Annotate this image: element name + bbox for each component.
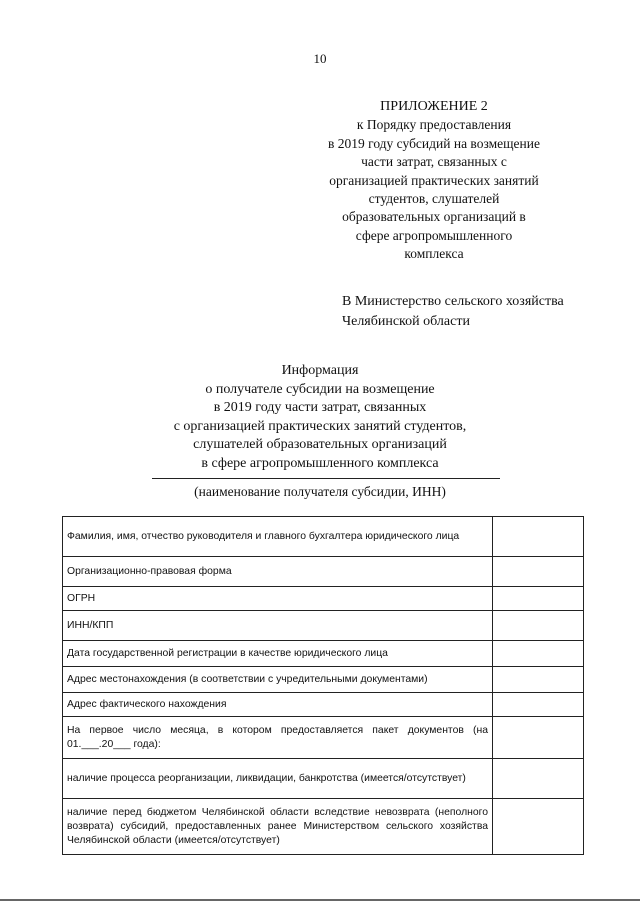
row-label: На первое число месяца, в котором предоставляется пакет документов (на 01.___.20___ года): xyxy=(63,717,493,759)
row-value-cell[interactable] xyxy=(493,557,584,587)
row-label: Адрес местонахождения (в соответствии с учредительными документами) xyxy=(63,667,493,693)
row-label: наличие процесса реорганизации, ликвидации, банкротства (имеется/отсутствует) xyxy=(63,759,493,799)
row-value-cell[interactable] xyxy=(493,799,584,855)
appendix-line: студентов, слушателей xyxy=(368,191,500,207)
appendix-title: ПРИЛОЖЕНИЕ 2 xyxy=(380,99,488,114)
info-line: с организацией практических занятий студентов, xyxy=(173,418,467,434)
table-row xyxy=(63,557,584,587)
row-label: Дата государственной регистрации в качестве юридического лица xyxy=(63,641,493,667)
table-row xyxy=(63,611,584,641)
row-value-cell[interactable] xyxy=(493,717,584,759)
table-row xyxy=(63,693,584,717)
appendix-line: образовательных организаций в xyxy=(342,209,526,225)
addressee-line: В Министерство сельского хозяйства xyxy=(342,294,564,309)
row-value-cell[interactable] xyxy=(493,641,584,667)
info-line: в 2019 году части затрат, связанных xyxy=(213,400,427,416)
row-label: ОГРН xyxy=(63,587,493,611)
table-row xyxy=(63,759,584,799)
page-number: 10 xyxy=(313,51,327,66)
appendix-line: организацией практических занятий xyxy=(329,172,539,188)
appendix-header xyxy=(324,98,544,264)
table-row xyxy=(63,641,584,667)
info-line: о получателе субсидии на возмещение xyxy=(205,381,435,397)
appendix-line: в 2019 году субсидий на возмещение xyxy=(328,135,540,151)
appendix-line: части затрат, связанных с xyxy=(361,154,507,170)
info-heading: Информация xyxy=(281,363,359,378)
table-row xyxy=(63,667,584,693)
row-value-cell[interactable] xyxy=(493,759,584,799)
table-row xyxy=(63,517,584,557)
appendix-line: сфере агропромышленного xyxy=(355,227,513,243)
table-row xyxy=(63,587,584,611)
table-row xyxy=(63,799,584,855)
row-label: Адрес фактического нахождения xyxy=(63,693,493,717)
row-value-cell[interactable] xyxy=(493,587,584,611)
row-value-cell[interactable] xyxy=(493,611,584,641)
info-line: в сфере агропромышленного комплекса xyxy=(201,455,439,471)
appendix-line: к Порядку предоставления xyxy=(356,117,512,133)
row-label: наличие перед бюджетом Челябинской области вследствие невозврата (неполного возврата) субсидий, предоставленных ранее Министерством сельского хозяйства Челябинской области (имеется/отсутствует) xyxy=(63,799,493,855)
row-value-cell[interactable] xyxy=(493,667,584,693)
recipient-name-underline xyxy=(152,478,500,479)
recipient-name-caption: (наименование получателя субсидии, ИНН) xyxy=(194,484,446,499)
addressee xyxy=(342,292,622,332)
row-label: ИНН/КПП xyxy=(63,611,493,641)
recipient-info-table xyxy=(62,516,584,855)
row-value-cell[interactable] xyxy=(493,517,584,557)
addressee-line: Челябинской области xyxy=(342,314,470,329)
scan-bottom-edge xyxy=(0,899,640,901)
appendix-line: комплекса xyxy=(404,246,464,262)
row-value-cell[interactable] xyxy=(493,693,584,717)
table-row xyxy=(63,717,584,759)
row-label: Фамилия, имя, отчество руководителя и главного бухгалтера юридического лица xyxy=(63,517,493,557)
info-line: слушателей образовательных организаций xyxy=(193,437,447,453)
info-title-block xyxy=(0,362,640,474)
row-label: Организационно-правовая форма xyxy=(63,557,493,587)
